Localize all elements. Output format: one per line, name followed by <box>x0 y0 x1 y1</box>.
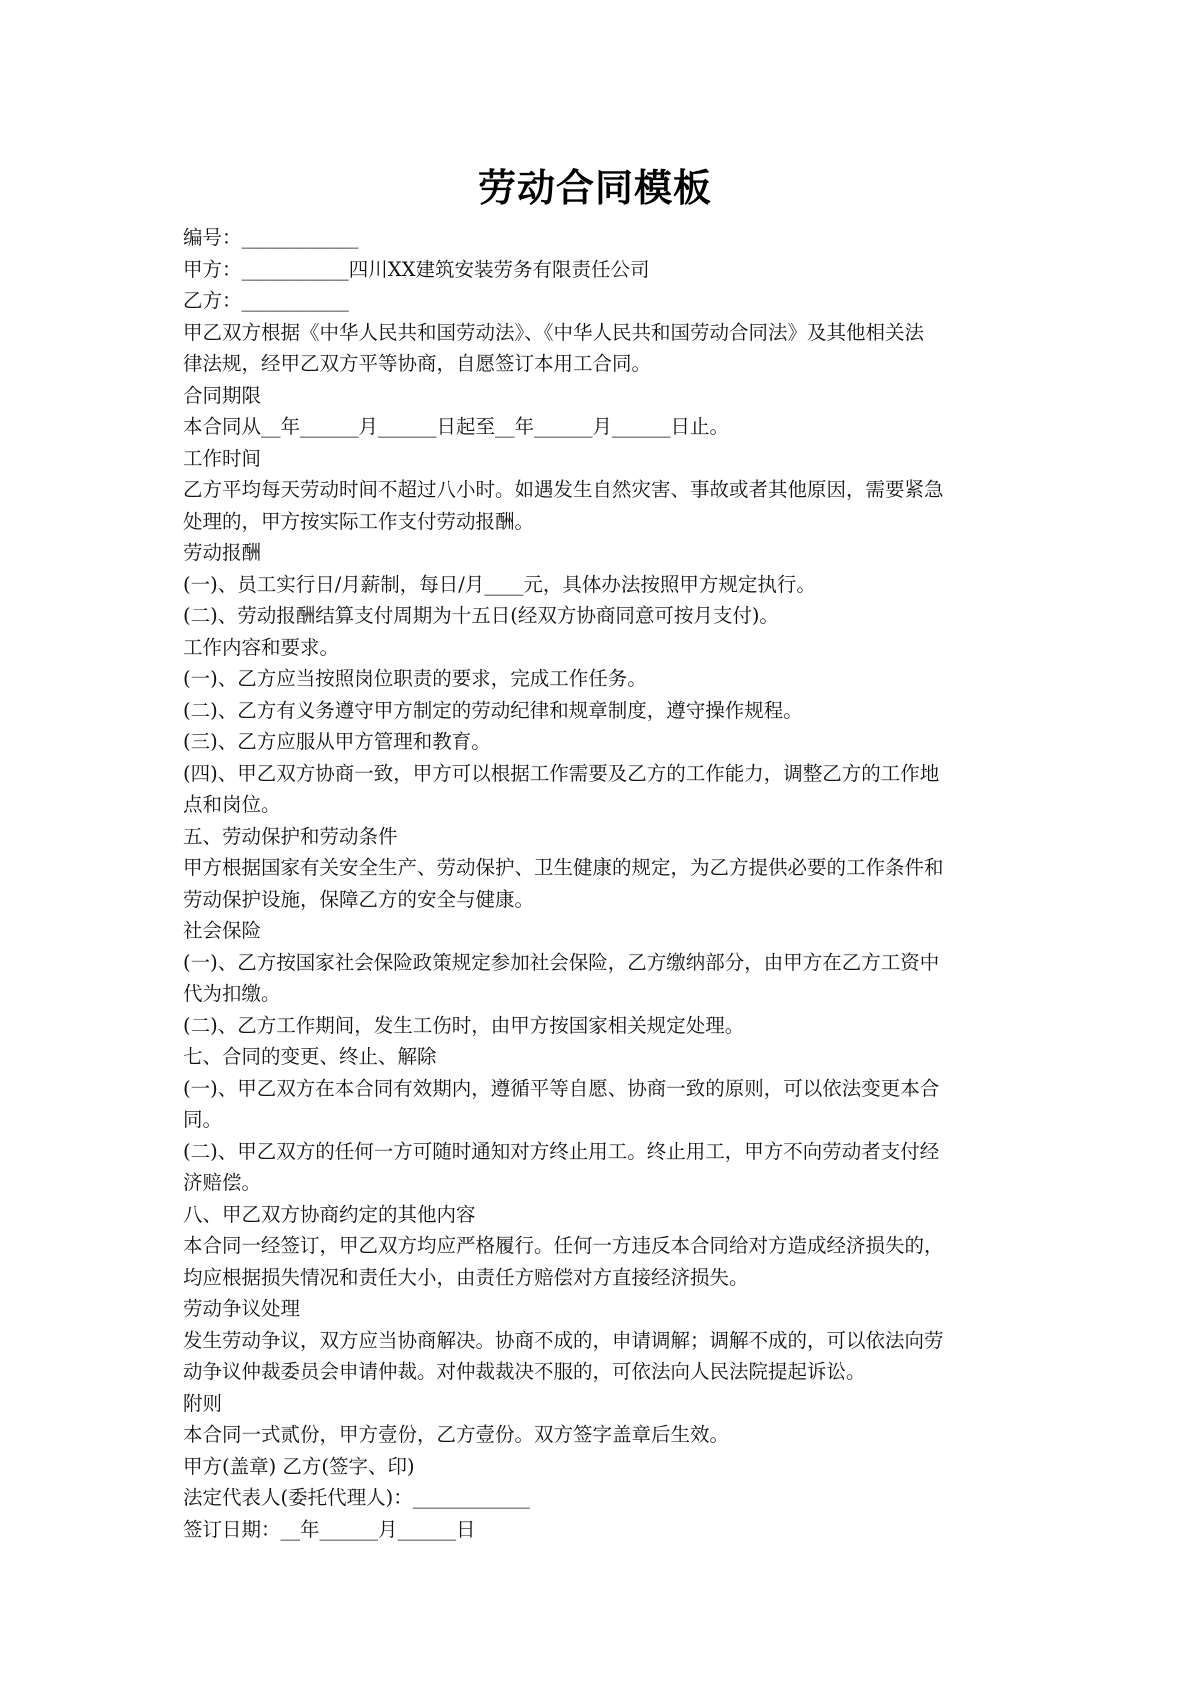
duties-clause-4-line-1: (四)、甲乙双方协商一致，甲方可以根据工作需要及乙方的工作能力，调整乙方的工作地 <box>183 761 940 785</box>
signature-parties-line: 甲方(盖章) 乙方(签字、印) <box>183 1454 415 1478</box>
section-heading-pay: 劳动报酬 <box>183 541 262 564</box>
other-line-1: 本合同一经签订，甲乙双方均应严格履行。任何一方违反本合同给对方造成经济损失的， <box>183 1234 944 1257</box>
changes-clause-1-line-2: 同。 <box>183 1108 223 1131</box>
section-heading-protection: 五、劳动保护和劳动条件 <box>183 824 398 848</box>
section-heading-dispute: 劳动争议处理 <box>183 1297 301 1320</box>
section-heading-changes: 七、合同的变更、终止、解除 <box>183 1045 437 1068</box>
insurance-clause-2: (二)、乙方工作期间，发生工伤时，由甲方按国家相关规定处理。 <box>183 1013 745 1037</box>
duties-clause-4-line-2: 点和岗位。 <box>183 793 281 816</box>
pay-clause-1: (一)、员工实行日/月薪制，每日/月____元，具体办法按照甲方规定执行。 <box>183 572 816 596</box>
preamble-line-1: 甲乙双方根据《中华人民共和国劳动法》、《中华人民共和国劳动合同法》及其他相关法 <box>183 320 925 344</box>
supplementary-line: 本合同一式贰份，甲方壹份，乙方壹份。双方签字盖章后生效。 <box>183 1423 730 1446</box>
protection-line-2: 劳动保护设施，保障乙方的安全与健康。 <box>183 887 535 911</box>
legal-representative-line: 法定代表人(委托代理人)：____________ <box>183 1486 530 1509</box>
section-heading-hours: 工作时间 <box>183 446 262 470</box>
changes-clause-1-line-1: (一)、甲乙双方在本合同有效期内，遵循平等自愿、协商一致的原则，可以依法变更本合 <box>183 1076 940 1100</box>
section-heading-supplementary: 附则 <box>183 1391 223 1415</box>
insurance-clause-1-line-1: (一)、乙方按国家社会保险政策规定参加社会保险，乙方缴纳部分，由甲方在乙方工资中 <box>183 950 940 974</box>
party-b-line: 乙方：___________ <box>183 289 349 312</box>
duties-clause-1: (一)、乙方应当按照岗位职责的要求，完成工作任务。 <box>183 667 647 690</box>
document-title: 劳动合同模板 <box>477 166 712 210</box>
section-heading-insurance: 社会保险 <box>183 919 262 942</box>
contract-number-line: 编号：____________ <box>183 226 359 249</box>
hours-line-2: 处理的，甲方按实际工作支付劳动报酬。 <box>183 509 535 533</box>
section-heading-term: 合同期限 <box>183 383 262 407</box>
duties-clause-3: (三)、乙方应服从甲方管理和教育。 <box>183 730 491 753</box>
protection-line-1: 甲方根据国家有关安全生产、劳动保护、卫生健康的规定，为乙方提供必要的工作条件和 <box>183 856 944 879</box>
document-body <box>183 222 1015 1545</box>
hours-line-1: 乙方平均每天劳动时间不超过八小时。如遇发生自然灾害、事故或者其他原因，需要紧急 <box>183 478 944 501</box>
insurance-clause-1-line-2: 代为扣缴。 <box>183 982 281 1005</box>
pay-clause-2: (二)、劳动报酬结算支付周期为十五日(经双方协商同意可按月支付)。 <box>183 604 779 627</box>
signing-date-line: 签订日期：__年______月______日 <box>183 1517 476 1541</box>
dispute-line-2: 动争议仲裁委员会申请仲裁。对仲裁裁决不服的，可依法向人民法院提起诉讼。 <box>183 1360 866 1383</box>
other-line-2: 均应根据损失情况和责任大小，由责任方赔偿对方直接经济损失。 <box>183 1265 749 1289</box>
changes-clause-2-line-1: (二)、甲乙双方的任何一方可随时通知对方终止用工。终止用工，甲方不向劳动者支付经 <box>183 1139 940 1163</box>
term-line: 本合同从__年______月______日起至__年______月______日止。 <box>183 415 730 438</box>
preamble-line-2: 律法规，经甲乙双方平等协商，自愿签订本用工合同。 <box>183 352 652 375</box>
dispute-line-1: 发生劳动争议，双方应当协商解决。协商不成的，申请调解；调解不成的，可以依法向劳 <box>183 1328 944 1352</box>
party-a-line: 甲方：___________四川XX建筑安装劳务有限责任公司 <box>183 257 650 281</box>
section-heading-duties: 工作内容和要求。 <box>183 635 340 659</box>
duties-clause-2: (二)、乙方有义务遵守甲方制定的劳动纪律和规章制度，遵守操作规程。 <box>183 698 803 722</box>
section-heading-other: 八、甲乙双方协商约定的其他内容 <box>183 1202 476 1226</box>
changes-clause-2-line-2: 济赔偿。 <box>183 1171 262 1194</box>
